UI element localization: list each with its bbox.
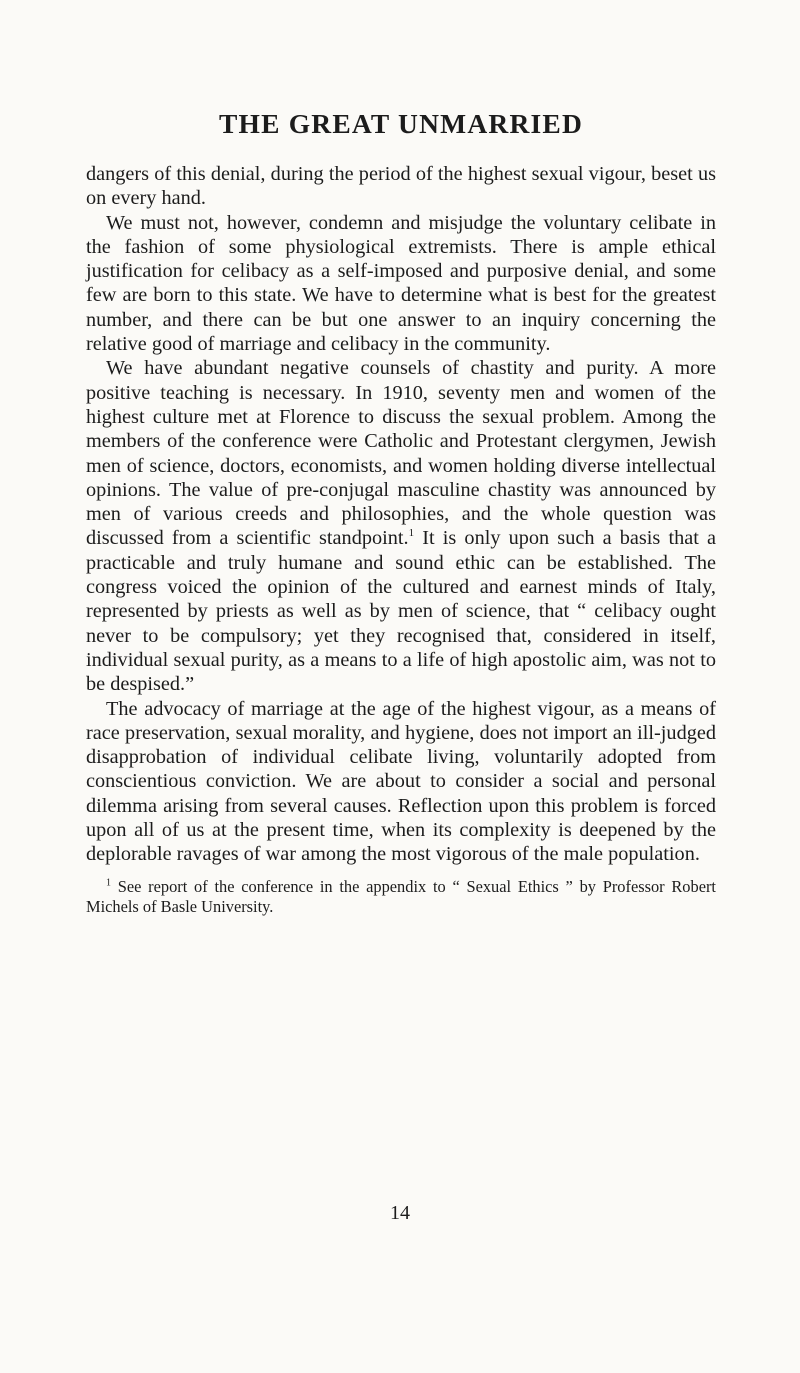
running-head: THE GREAT UNMARRIED [218, 108, 584, 139]
paragraph-voluntary-celibate: We must not, however, condemn and misjudge the voluntary celibate in the fashion of some physiological extremists. There is ample ethical justification for celibacy as a self-imposed and purposive denial, and some few are born to this state. We have to determine what is best for the greatest number, and there can be but one answer to an inquiry concerning the relative good of marriage and celibacy in the community. [86, 211, 716, 356]
book-page [86, 108, 716, 917]
paragraph-florence-text-a: We have abundant negative counsels of chastity and purity. A more positive teaching is necessary. In 1910, seventy men and women of the highest culture met at Florence to discuss the sexual problem. Among the members of the conference were Catholic and Protestant clergymen, Jewish men of science, doctors, economists, and women holding diverse intellectual opinions. The value of pre-conjugal masculine chastity was announced by men of various creeds and philosophies, and the whole question was discussed from a scientific standpoint. [86, 357, 716, 550]
footnote-text: See report of the conference in the appendix to “ Sexual Ethics ” by Professor Robert Michels of Basle University. [86, 876, 716, 916]
paragraph-florence-text-b: It is only upon such a basis that a practicable and truly humane and sound ethic can be established. The congress voiced the opinion of the cultured and earnest minds of Italy, represented by priests as well as by men of science, that “ celibacy ought never to be compulsory; yet they recognised that, considered in itself, individual sexual purity, as a means to a life of high apostolic aim, was not to be despised.” [86, 527, 716, 696]
paragraph-advocacy-of-marriage: The advocacy of marriage at the age of the highest vigour, as a means of race preservation, sexual morality, and hygiene, does not import an ill-judged disapprobation of individual celibate living, voluntarily adopted from conscientious conviction. We are about to consider a social and personal dilemma arising from several causes. Reflection upon this problem is forced upon all of us at the present time, when its complexity is deepened by the deplorable ravages of war among the most vigorous of the male population. [86, 697, 716, 866]
footnote-reference-mark[interactable]: 1 [408, 527, 415, 540]
page-number: 14 [390, 1202, 410, 1224]
paragraph-continuation: dangers of this denial, during the period of the highest sexual vigour, beset us on every hand. [86, 163, 716, 210]
footnote-mark: 1 [106, 877, 111, 889]
body-text [86, 162, 716, 867]
paragraph-florence-conference [86, 356, 716, 696]
footnote [86, 877, 716, 917]
